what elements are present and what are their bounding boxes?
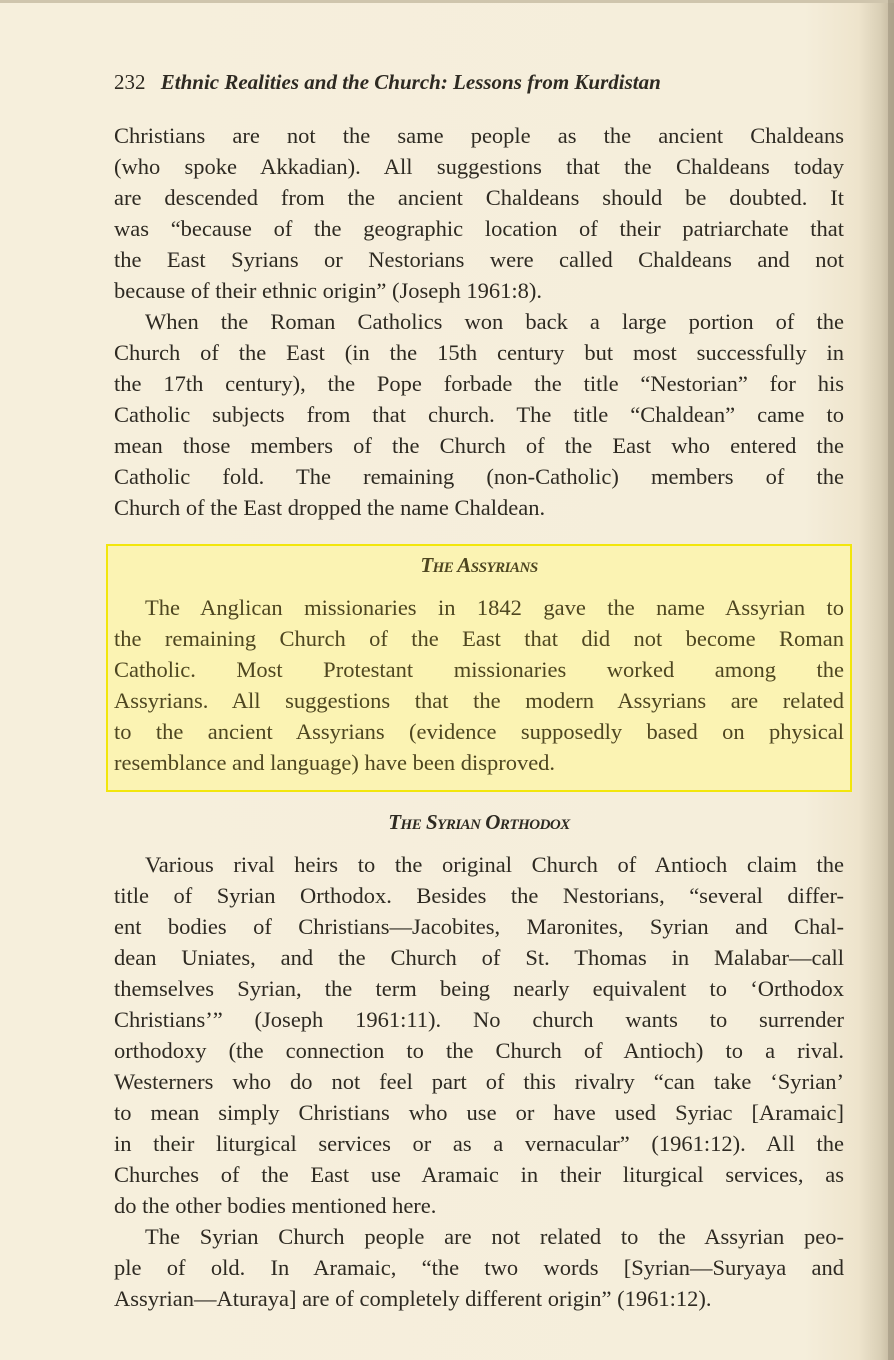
text-line: ent bodies of Christians—Jacobites, Maronites, Syrian and Chal- [114, 914, 844, 939]
text-line: mean those members of the Church of the East who entered the [114, 433, 844, 458]
text-line: orthodoxy (the connection to the Church of Antioch) to a rival. [114, 1038, 844, 1063]
text-line: When the Roman Catholics won back a large portion of the [145, 309, 844, 334]
section-heading-syrian-orthodox: The Syrian Orthodox [388, 810, 570, 834]
text-line: to the ancient Assyrians (evidence supposedly based on physical [114, 719, 844, 744]
text-line: Christians are not the same people as the ancient Chaldeans [114, 123, 844, 148]
text-line: title of Syrian Orthodox. Besides the Nestorians, “several differ- [114, 883, 844, 908]
text-line: Churches of the East use Aramaic in their liturgical services, as [114, 1162, 844, 1187]
text-line: (who spoke Akkadian). All suggestions that the Chaldeans today [114, 154, 844, 179]
text-line: dean Uniates, and the Church of St. Thomas in Malabar—call [114, 945, 844, 970]
text-line: Church of the East (in the 15th century but most successfully in [114, 340, 844, 365]
page-top-edge [0, 0, 894, 3]
section-heading-assyrians: The Assyrians [420, 553, 538, 577]
text-line: ple of old. In Aramaic, “the two words [Syrian—Suryaya and [114, 1255, 844, 1280]
text-line: do the other bodies mentioned here. [114, 1193, 437, 1218]
text-line: the 17th century), the Pope forbade the title “Nestorian” for his [114, 371, 844, 396]
text-line: Catholic subjects from that church. The title “Chaldean” came to [114, 402, 844, 427]
text-line: Assyrian—Aturaya] are of completely different origin” (1961:12). [114, 1286, 712, 1311]
text-line: The Syrian Church people are not related to the Assyrian peo- [145, 1224, 844, 1249]
running-title: Ethnic Realities and the Church: Lessons from Kurdistan [160, 70, 661, 94]
text-line: Christians’” (Joseph 1961:11). No church wants to surrender [114, 1007, 844, 1032]
running-header [114, 70, 661, 95]
text-line: Catholic fold. The remaining (non-Catholic) members of the [114, 464, 844, 489]
text-line: Various rival heirs to the original Church of Antioch claim the [145, 852, 844, 877]
text-line: are descended from the ancient Chaldeans should be doubted. It [114, 185, 844, 210]
text-line: because of their ethnic origin” (Joseph 1961:8). [114, 278, 542, 303]
text-line: themselves Syrian, the term being nearly equivalent to ‘Orthodox [114, 976, 844, 1001]
text-line: Assyrians. All suggestions that the modern Assyrians are related [114, 688, 844, 713]
text-line: Catholic. Most Protestant missionaries worked among the [114, 657, 844, 682]
text-line: The Anglican missionaries in 1842 gave the name Assyrian to [145, 595, 844, 620]
text-line: the East Syrians or Nestorians were called Chaldeans and not [114, 247, 844, 272]
page-number: 232 [114, 70, 146, 94]
text-line: the remaining Church of the East that did not become Roman [114, 626, 844, 651]
text-line: Westerners who do not feel part of this rivalry “can take ‘Syrian’ [114, 1069, 844, 1094]
text-line: in their liturgical services or as a vernacular” (1961:12). All the [114, 1131, 844, 1156]
text-line: Church of the East dropped the name Chaldean. [114, 495, 546, 520]
text-line: was “because of the geographic location of their patriarchate that [114, 216, 844, 241]
text-line: resemblance and language) have been disproved. [114, 750, 556, 775]
page-spine-shadow [888, 0, 894, 1360]
text-line: to mean simply Christians who use or have used Syriac [Aramaic] [114, 1100, 844, 1125]
